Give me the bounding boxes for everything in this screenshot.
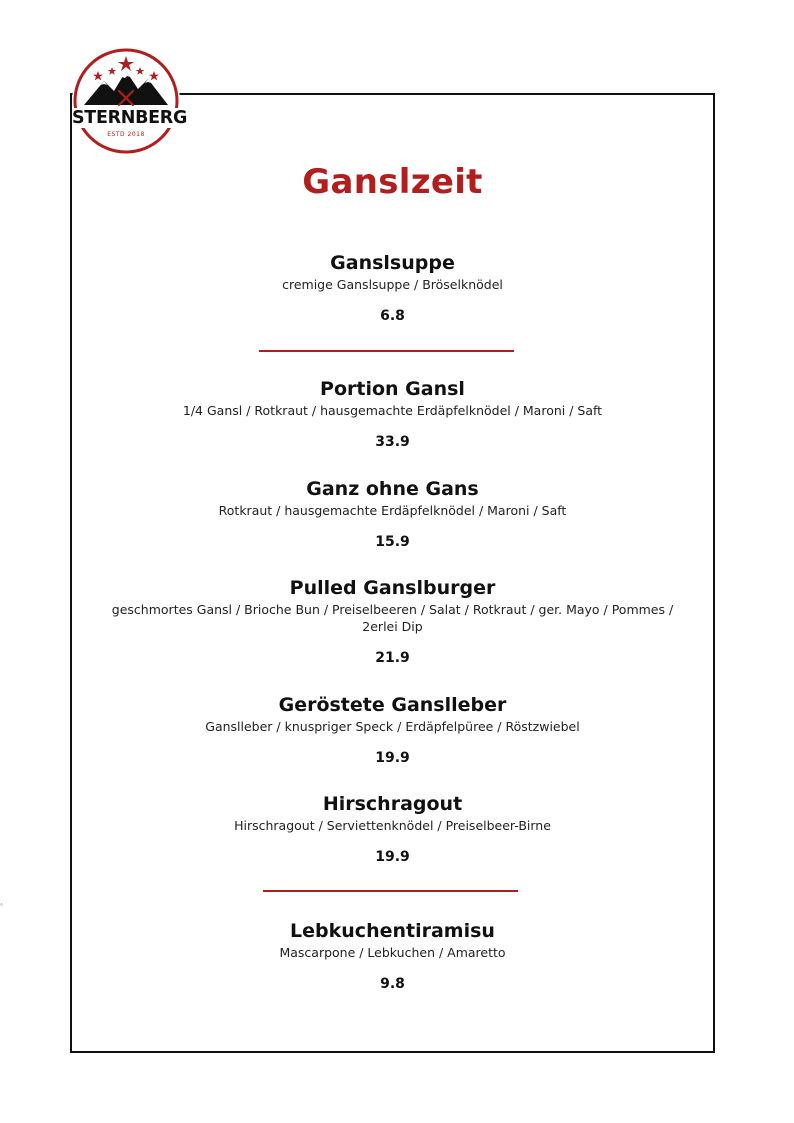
menu-item-name: Portion Gansl [320, 378, 465, 400]
menu-item-price: 19.9 [375, 750, 410, 766]
menu-item-description: Hirschragout / Serviettenknödel / Preiselbeer-Birne [234, 818, 551, 833]
menu-title: Ganslzeit [302, 162, 483, 202]
menu-item-price: 21.9 [375, 650, 410, 666]
logo-emblem [72, 47, 188, 155]
logo-established: ESTD 2018 [107, 131, 145, 138]
menu-item-ganz-ohne-gans [90, 477, 695, 551]
menu-item-description: geschmortes Gansl / Brioche Bun / Preiselbeeren / Salat / Rotkraut / ger. Mayo / Pommes / 2erlei Dip [111, 602, 674, 634]
menu-item-pulled-ganslburger [90, 576, 695, 667]
menu-item-name: Lebkuchentiramisu [290, 920, 495, 942]
section-divider [259, 350, 514, 352]
menu-item-name: Hirschragout [322, 793, 463, 815]
menu-item-description: Mascarpone / Lebkuchen / Amaretto [279, 945, 506, 960]
menu-item-portion-gansl [90, 377, 695, 451]
menu-item-ganslsuppe [90, 251, 695, 325]
menu-item-price: 15.9 [375, 534, 410, 550]
menu-frame [70, 93, 715, 1053]
menu-item-name: Ganz ohne Gans [306, 478, 479, 500]
menu-item-description: Ganslleber / knuspriger Speck / Erdäpfelpüree / Röstzwiebel [205, 719, 580, 734]
menu-item-description: 1/4 Gansl / Rotkraut / hausgemachte Erdäpfelknödel / Maroni / Saft [182, 403, 603, 418]
stray-mark: ° [0, 903, 3, 910]
menu-item-price: 6.8 [380, 308, 405, 324]
sternberg-logo [72, 47, 188, 155]
menu-item-lebkuchentiramisu [90, 919, 695, 993]
menu-item-name: Ganslsuppe [330, 252, 455, 274]
menu-item-hirschragout [90, 792, 695, 866]
logo-wordmark: STERNBERG [72, 108, 188, 128]
menu-item-description: cremige Ganslsuppe / Bröselknödel [282, 277, 503, 292]
menu-item-price: 19.9 [375, 849, 410, 865]
menu-item-price: 33.9 [375, 434, 410, 450]
dessert-divider [263, 890, 518, 892]
menu-item-description: Rotkraut / hausgemachte Erdäpfelknödel / Maroni / Saft [218, 503, 567, 518]
menu-item-price: 9.8 [380, 976, 405, 992]
menu-item-name: Geröstete Ganslleber [278, 694, 507, 716]
menu-item-geroestete-ganslleber [90, 693, 695, 767]
menu-item-name: Pulled Ganslburger [289, 577, 496, 599]
